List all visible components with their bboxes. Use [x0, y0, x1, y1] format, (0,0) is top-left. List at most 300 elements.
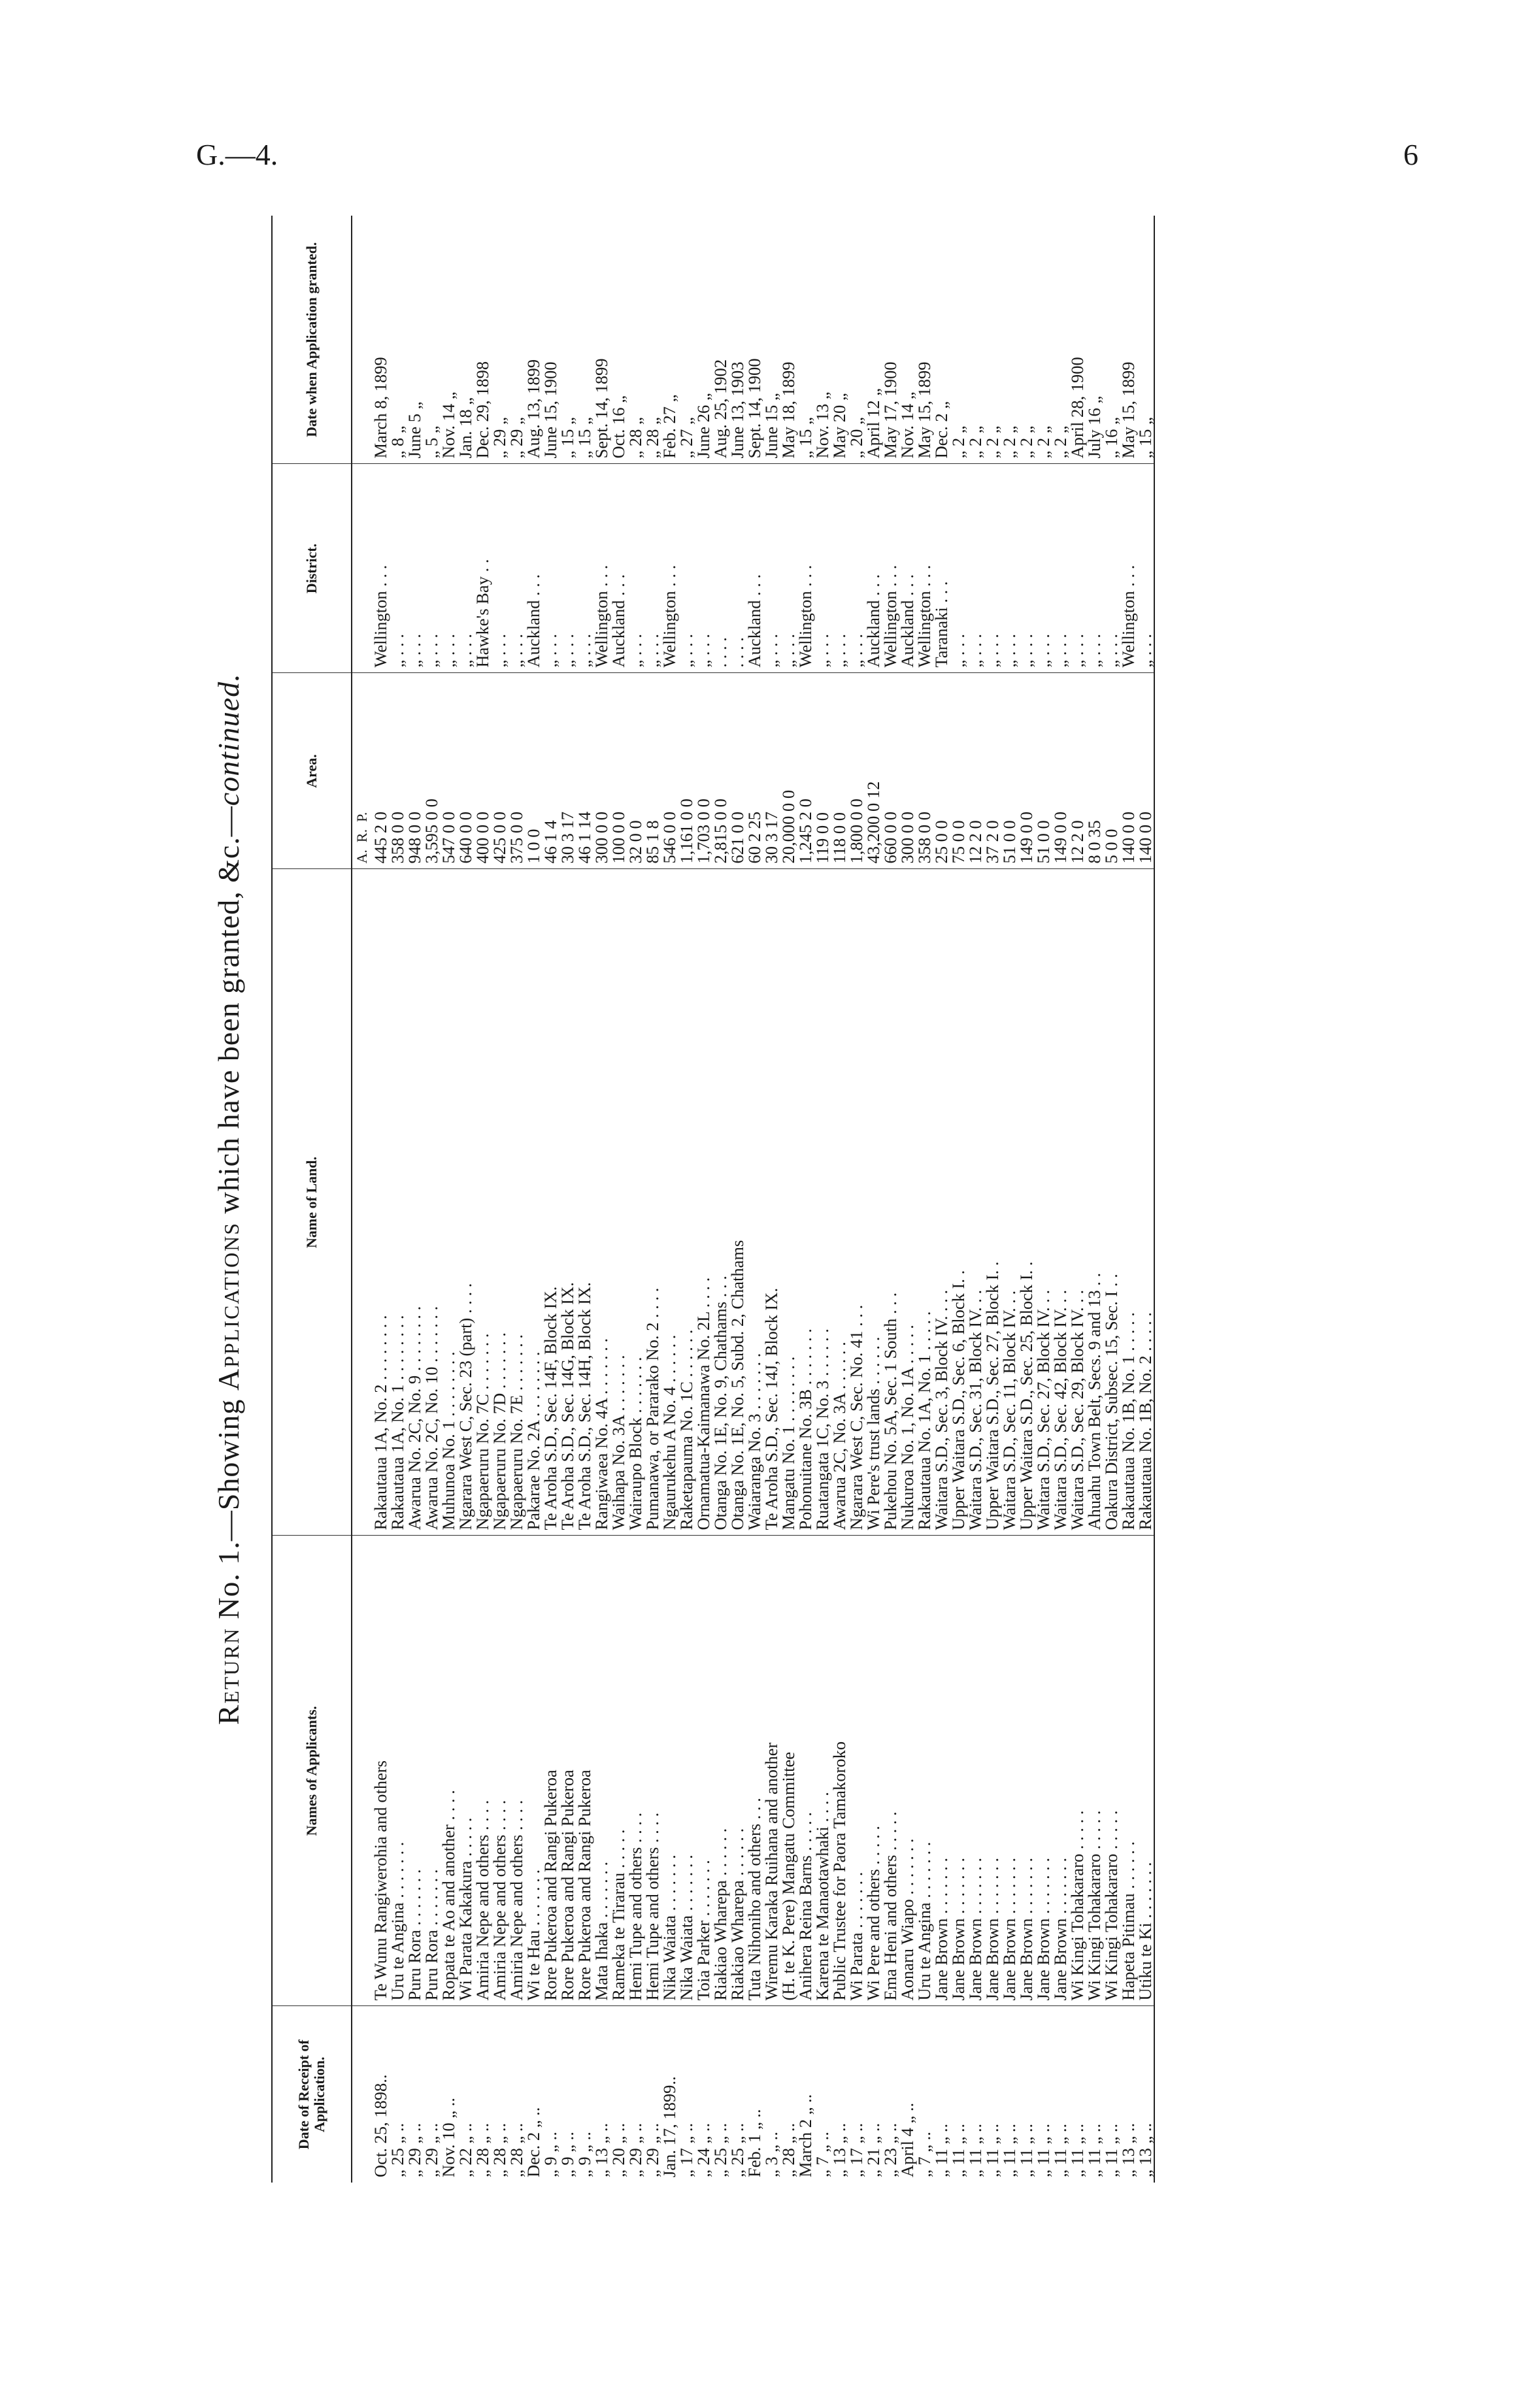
- table-row: [1137, 216, 1154, 2183]
- table-row: [440, 216, 457, 2183]
- col-header-granted: Date when Application granted.: [272, 216, 352, 464]
- land-cell: Rakautaua No. 1B, No. 1 . . . . .: [1120, 869, 1137, 1536]
- date-cell: „ 9 „ ..: [541, 2132, 560, 2177]
- land-cell: Te Aroha S.D., Sec. 14H, Block IX.: [576, 869, 593, 1536]
- applicants-cell: Karena te Manaotawhaki . . . .: [814, 1536, 831, 2006]
- granted-cell: June 26 „: [695, 216, 712, 464]
- page-header: [196, 137, 1418, 190]
- land-cell: Wi Pere's trust lands . . . . . .: [865, 869, 882, 1536]
- table-row: [882, 216, 899, 2183]
- date-cell: „ 13 „ ..: [1135, 2122, 1155, 2177]
- applicants-cell: Jane Brown . . . . . . .: [1035, 1536, 1052, 2006]
- title-rest: No. 1.—Showing: [212, 1391, 245, 1628]
- applicants-cell: Amiria Nepe and others . . . .: [474, 1536, 491, 2006]
- area-cell: 1,703 0 0: [695, 673, 712, 869]
- area-cell: 358 0 0: [916, 673, 933, 869]
- land-cell: Mangatu No. 1 . . . . . . . .: [780, 869, 797, 1536]
- date-cell: March 2 „ ..: [795, 2094, 815, 2177]
- granted-cell: „ 29 „: [508, 216, 525, 464]
- table-row: [933, 216, 950, 2183]
- land-cell: Upper Waitara S.D., Sec. 27, Block I. .: [984, 869, 1001, 1536]
- date-cell: „ 11 „ ..: [1050, 2123, 1070, 2177]
- table-row: [1086, 216, 1103, 2183]
- col-header-district: District.: [272, 464, 352, 673]
- table-row: [1035, 216, 1052, 2183]
- granted-cell: June 13, 1903: [729, 216, 746, 464]
- area-cell: 20,000 0 0: [780, 673, 797, 869]
- table-row: [1052, 216, 1069, 2183]
- table-row: [627, 216, 644, 2183]
- area-cell: 32 0 0: [627, 673, 644, 869]
- table-row: [610, 216, 627, 2183]
- granted-cell: „ 16 „: [1103, 216, 1120, 464]
- table-row: [542, 216, 559, 2183]
- area-cell: 25 0 0: [933, 673, 950, 869]
- district-cell: „ . . .: [559, 464, 576, 673]
- area-cell: 1,245 2 0: [797, 673, 814, 869]
- area-cell: 60 2 25: [746, 673, 763, 869]
- land-cell: Awarua No. 2C, No. 9 . . . . . . . .: [406, 869, 423, 1536]
- granted-cell: „ 2 „: [1052, 216, 1069, 464]
- table-row: [814, 216, 831, 2183]
- district-cell: „ . . .: [542, 464, 559, 673]
- table-row: [967, 216, 984, 2183]
- table-row: [848, 216, 865, 2183]
- area-cell: 75 0 0: [950, 673, 967, 869]
- date-cell: Oct. 25, 1898..: [371, 2074, 390, 2177]
- area-cell: 3,595 0 0: [423, 673, 440, 869]
- land-cell: Pukehou No. 5A, Sec. 1 South . . .: [882, 869, 899, 1536]
- granted-cell: June 5 „: [406, 216, 423, 464]
- date-cell: „ 17 „ ..: [676, 2122, 696, 2177]
- granted-cell: Oct. 16 „: [610, 216, 627, 464]
- table-row: [1103, 216, 1120, 2183]
- granted-cell: „ 2 „: [967, 216, 984, 464]
- applicants-cell: Anihera Reina Barns . . . . .: [797, 1536, 814, 2006]
- granted-cell: „ 2 „: [1035, 216, 1052, 464]
- col-header-area: Area.: [272, 673, 352, 869]
- table-row: [1069, 216, 1086, 2183]
- area-cell: 2,815 0 0: [712, 673, 729, 869]
- applicants-cell: Ema Heni and others . . . . .: [882, 1536, 899, 2006]
- title-sc: Applications: [212, 1221, 245, 1391]
- area-cell: 140 0 0: [1120, 673, 1137, 869]
- date-cell: „ 23 „ ..: [880, 2122, 900, 2177]
- district-cell: „ . . .: [1001, 464, 1018, 673]
- district-cell: „ . . .: [1035, 464, 1052, 673]
- land-cell: Pumanawa, or Pararako No. 2 . . . .: [644, 869, 661, 1536]
- district-cell: Wellington . . .: [661, 464, 678, 673]
- area-cell: 1,161 0 0: [678, 673, 695, 869]
- area-cell: 51 0 0: [1001, 673, 1018, 869]
- applicants-cell: Wiremu Karaka Ruihana and another: [763, 1536, 780, 2006]
- granted-cell: „ 29 „: [491, 216, 508, 464]
- table-row: [695, 216, 712, 2183]
- applicants-cell: Tuta Nihoniho and others . . .: [746, 1536, 763, 2006]
- district-cell: „ . . .: [491, 464, 508, 673]
- district-cell: „ . . .: [1069, 464, 1086, 673]
- area-cell: 1 0 0: [525, 673, 542, 869]
- district-cell: „ . . .: [780, 464, 797, 673]
- area-cell: 43,200 0 12: [865, 673, 882, 869]
- granted-cell: „ 2 „: [950, 216, 967, 464]
- date-cell: „ 28 „ ..: [490, 2122, 509, 2177]
- land-cell: Ruatangata 1C, No. 3 . . . . . .: [814, 869, 831, 1536]
- district-cell: „ . . .: [627, 464, 644, 673]
- district-cell: „ . . .: [814, 464, 831, 673]
- table-row: [406, 216, 423, 2183]
- granted-cell: „ 20 „: [848, 216, 865, 464]
- granted-cell: „ 5 „: [423, 216, 440, 464]
- date-cell: „ 29 „ ..: [405, 2122, 424, 2177]
- area-cell: 425 0 0: [491, 673, 508, 869]
- district-cell: „ . . .: [1018, 464, 1035, 673]
- table-row: [1001, 216, 1018, 2183]
- granted-cell: Nov. 14 „: [440, 216, 457, 464]
- land-cell: Ngarara West C, Sec. 23 (part) . . . .: [457, 869, 474, 1536]
- granted-cell: „ 15 „: [559, 216, 576, 464]
- district-cell: „ . . .: [1052, 464, 1069, 673]
- area-cell: 149 0 0: [1018, 673, 1035, 869]
- applicants-cell: Aonaru Wiapo . . . . . . .: [899, 1536, 916, 2006]
- applicants-cell: Ropata te Ao and another . . . .: [440, 1536, 457, 2006]
- applicants-cell: Utiku te Ki . . . . . . .: [1137, 1536, 1154, 2006]
- land-cell: Rakautaua 1A, No. 2 . . . . . . . .: [372, 869, 389, 1536]
- date-cell: „ 11 „ ..: [1016, 2123, 1036, 2177]
- area-cell: 5 0 0: [1103, 673, 1120, 869]
- applicants-cell: Rore Pukeroa and Rangi Pukeroa: [542, 1536, 559, 2006]
- area-cell: 8 0 35: [1086, 673, 1103, 869]
- applicants-cell: Jane Brown . . . . . . .: [950, 1536, 967, 2006]
- applicants-cell: Amiria Nepe and others . . . .: [491, 1536, 508, 2006]
- land-cell: Nukuroa No. 1, No. 1A . . . . .: [899, 869, 916, 1536]
- date-cell: „ 9 „ ..: [575, 2132, 594, 2177]
- unit-perches: P.: [354, 812, 370, 822]
- table-title: [186, 216, 271, 2183]
- area-cell: 300 0 0: [593, 673, 610, 869]
- table-row: [576, 216, 593, 2183]
- date-cell: „ 28 „ ..: [473, 2122, 492, 2177]
- applicants-cell: Wi Pere and others . . . . .: [865, 1536, 882, 2006]
- date-cell: „ 28 „ ..: [778, 2122, 798, 2177]
- land-cell: Waiaranga No. 3 . . . . . . .: [746, 869, 763, 1536]
- granted-cell: March 8, 1899: [372, 216, 389, 464]
- applicants-cell: Amiria Nepe and others . . . .: [508, 1536, 525, 2006]
- applicants-cell: Jane Brown . . . . . . .: [984, 1536, 1001, 2006]
- district-cell: „ . . .: [576, 464, 593, 673]
- table-row: [950, 216, 967, 2183]
- area-cell: 948 0 0: [406, 673, 423, 869]
- area-cell: 100 0 0: [610, 673, 627, 869]
- date-cell: „ 11 „ ..: [965, 2123, 985, 2177]
- table-row: [644, 216, 661, 2183]
- land-cell: Waitara S.D., Sec. 3, Block IV. . . .: [933, 869, 950, 1536]
- unit-acres: A.: [354, 849, 370, 864]
- table-row: [916, 216, 933, 2183]
- date-cell: „ 20 „ ..: [609, 2122, 628, 2177]
- land-cell: Waitara S.D., Sec. 42, Block IV. . .: [1052, 869, 1069, 1536]
- granted-cell: Sept. 14, 1900: [746, 216, 763, 464]
- date-cell: Nov. 10 „ ..: [439, 2098, 458, 2177]
- table-row: [457, 216, 474, 2183]
- applicants-cell: Te Wunu Rangiwerohia and others: [372, 1536, 389, 2006]
- col-header-applicants: Names of Applicants.: [272, 1536, 352, 2006]
- applicants-cell: Wi Kingi Tohakararo . . . . .: [1086, 1536, 1103, 2006]
- date-cell: „ 25 „ ..: [710, 2122, 730, 2177]
- land-cell: Rakautaua 1A, No. 1 . . . . . . . .: [389, 869, 406, 1536]
- area-cell: 375 0 0: [508, 673, 525, 869]
- col-header-date: Date of Receipt of Application.: [272, 2006, 352, 2183]
- applicants-cell: Uru te Angina . . . . . . .: [389, 1536, 406, 2006]
- district-cell: Wellington . . .: [593, 464, 610, 673]
- land-cell: Te Aroha S.D., Sec. 14J, Block IX.: [763, 869, 780, 1536]
- applicants-cell: Hapeta Pitimau . . . . . .: [1120, 1536, 1137, 2006]
- land-cell: Muhunoa No. 1 . . . . . . . .: [440, 869, 457, 1536]
- district-cell: Hawke's Bay . .: [474, 464, 491, 673]
- area-cell: 119 0 0: [814, 673, 831, 869]
- area-cell: 30 3 17: [763, 673, 780, 869]
- land-cell: Pakarae No. 2A . . . . . . . .: [525, 869, 542, 1536]
- applicants-cell: Wi te Hau . . . . . . .: [525, 1536, 542, 2006]
- district-cell: Auckland . . .: [525, 464, 542, 673]
- document-reference: G.—4.: [196, 138, 278, 171]
- date-cell: „ 7 „ ..: [914, 2132, 934, 2177]
- district-cell: „ . . .: [406, 464, 423, 673]
- granted-cell: „ 2 „: [1018, 216, 1035, 464]
- applicants-cell: Jane Brown . . . . . . .: [933, 1536, 950, 2006]
- applicants-cell: Rore Pukeroa and Rangi Pukeroa: [576, 1536, 593, 2006]
- granted-cell: „ 15 „: [797, 216, 814, 464]
- applicants-cell: Toia Parker . . . . . . .: [695, 1536, 712, 2006]
- applicants-cell: Public Trustee for Paora Tamakoroko: [831, 1536, 848, 2006]
- land-cell: Ngarara West C, Sec. No. 41 . . .: [848, 869, 865, 1536]
- land-cell: Waitara S.D., Sec. 31, Block IV. . .: [967, 869, 984, 1536]
- district-cell: „ . . .: [831, 464, 848, 673]
- date-cell: „ 3 „ ..: [761, 2132, 781, 2177]
- date-cell: „ 11 „ ..: [931, 2123, 951, 2177]
- date-cell: April 4 „ ..: [897, 2102, 917, 2177]
- table-row: [678, 216, 695, 2183]
- page-number: 6: [1403, 138, 1418, 171]
- applicants-cell: Nika Waiata . . . . . . .: [661, 1536, 678, 2006]
- district-cell: „ . . .: [389, 464, 406, 673]
- area-cell: 358 0 0: [389, 673, 406, 869]
- land-cell: Otanga No. 1E, No. 9, Chathams . . .: [712, 869, 729, 1536]
- land-cell: Upper Waitara S.D., Sec. 6, Block I. .: [950, 869, 967, 1536]
- table-row: [831, 216, 848, 2183]
- table-row: [797, 216, 814, 2183]
- col-header-land: Name of Land.: [272, 869, 352, 1536]
- table-row: [1018, 216, 1035, 2183]
- area-cell: 12 2 0: [1069, 673, 1086, 869]
- applicants-cell: Jane Brown . . . . . . .: [1052, 1536, 1069, 2006]
- district-cell: Wellington . . .: [372, 464, 389, 673]
- date-cell: „ 25 „ ..: [727, 2122, 747, 2177]
- date-cell: „ 13 „ ..: [1118, 2122, 1138, 2177]
- district-cell: „ . . .: [984, 464, 1001, 673]
- land-cell: Ornamatua-Kaimanawa No. 2L . . . .: [695, 869, 712, 1536]
- date-cell: „ 11 „ ..: [1033, 2123, 1053, 2177]
- applicants-cell: Jane Brown . . . . . . .: [967, 1536, 984, 2006]
- district-cell: Wellington . . .: [916, 464, 933, 673]
- area-cell: 149 0 0: [1052, 673, 1069, 869]
- date-cell: „ 24 „ ..: [693, 2122, 713, 2177]
- table-row: [712, 216, 729, 2183]
- area-cell: 51 0 0: [1035, 673, 1052, 869]
- granted-cell: May 15, 1899: [916, 216, 933, 464]
- granted-cell: Aug. 25, 1902: [712, 216, 729, 464]
- date-cell: „ 29 „ ..: [643, 2122, 662, 2177]
- district-cell: . . . .: [729, 464, 746, 673]
- date-cell: „ 29 „ ..: [626, 2122, 645, 2177]
- applicants-cell: Rore Pukeroa and Rangi Pukeroa: [559, 1536, 576, 2006]
- area-cell: 445 2 0: [372, 673, 389, 869]
- district-cell: . . . .: [712, 464, 729, 673]
- land-cell: Wairaupo Block . . . . . . .: [627, 869, 644, 1536]
- table-row: [491, 216, 508, 2183]
- table-row: [423, 216, 440, 2183]
- district-cell: „ . . .: [1137, 464, 1154, 673]
- land-cell: Pohonuitane No. 3B . . . . . . .: [797, 869, 814, 1536]
- date-cell: „ 13 „ ..: [829, 2122, 849, 2177]
- area-cell: 640 0 0: [457, 673, 474, 869]
- district-cell: „ . . .: [644, 464, 661, 673]
- applicants-cell: Nika Waiata . . . . . . .: [678, 1536, 695, 2006]
- date-cell: „ 21 „ ..: [863, 2122, 883, 2177]
- date-cell: „ 11 „ ..: [948, 2123, 968, 2177]
- granted-cell: May 15, 1899: [1120, 216, 1137, 464]
- district-cell: „ . . .: [678, 464, 695, 673]
- applicants-cell: Wi Kingi Tohakararo . . . . .: [1069, 1536, 1086, 2006]
- table-row: [593, 216, 610, 2183]
- granted-cell: June 15, 1900: [542, 216, 559, 464]
- date-cell: Dec. 2 „ ..: [524, 2107, 543, 2177]
- area-cell: 37 2 0: [984, 673, 1001, 869]
- land-cell: Rakautaua No. 1B, No. 2 . . . . .: [1137, 869, 1154, 1536]
- date-cell: „ 7 „ ..: [812, 2132, 832, 2177]
- granted-cell: April 12 „: [865, 216, 882, 464]
- area-cell: 660 0 0: [882, 673, 899, 869]
- granted-cell: May 20 „: [831, 216, 848, 464]
- date-cell: „ 13 „ ..: [592, 2122, 611, 2177]
- area-cell: 30 3 17: [559, 673, 576, 869]
- land-cell: Rangiwaea No. 4A . . . . . . .: [593, 869, 610, 1536]
- applicants-cell: Riakiao Wharepa . . . . . .: [729, 1536, 746, 2006]
- land-cell: Awarua No. 2C, No. 10 . . . . . . .: [423, 869, 440, 1536]
- land-cell: Ngapaeruru No. 7D . . . . . . .: [491, 869, 508, 1536]
- granted-cell: Sept. 14, 1899: [593, 216, 610, 464]
- table-row: [474, 216, 491, 2183]
- land-cell: Ngapaeruru No. 7C . . . . . . .: [474, 869, 491, 1536]
- table-row: [746, 216, 763, 2183]
- date-cell: „ 9 „ ..: [558, 2132, 577, 2177]
- granted-cell: May 17, 1900: [882, 216, 899, 464]
- granted-cell: „ 27 „: [678, 216, 695, 464]
- applicants-cell: Hemi Tupe and others . . . .: [627, 1536, 644, 2006]
- applicants-cell: Jane Brown . . . . . . .: [1018, 1536, 1035, 2006]
- area-cell: 140 0 0: [1137, 673, 1154, 869]
- granted-cell: Aug. 13, 1899: [525, 216, 542, 464]
- granted-cell: Feb. 27 „: [661, 216, 678, 464]
- table-row: [508, 216, 525, 2183]
- table-row: [899, 216, 916, 2183]
- date-cell: „ 28 „ ..: [507, 2122, 526, 2177]
- granted-cell: „ 28 „: [644, 216, 661, 464]
- applicants-cell: Rameka te Tirarau . . . . .: [610, 1536, 627, 2006]
- title-lead: Return: [212, 1627, 245, 1725]
- granted-cell: July 16 „: [1086, 216, 1103, 464]
- district-cell: „ . . .: [950, 464, 967, 673]
- applicants-cell: Riakiao Wharepa . . . . . .: [712, 1536, 729, 2006]
- area-cell: 300 0 0: [899, 673, 916, 869]
- district-cell: Auckland . . .: [610, 464, 627, 673]
- granted-cell: „ 8 „: [389, 216, 406, 464]
- district-cell: Wellington . . .: [882, 464, 899, 673]
- land-cell: Waihapa No. 3A . . . . . . .: [610, 869, 627, 1536]
- table-row: [525, 216, 542, 2183]
- date-cell: „ 29 „ ..: [422, 2122, 441, 2177]
- land-cell: Waitara S.D., Sec. 29, Block IV. . .: [1069, 869, 1086, 1536]
- land-cell: Otanga No. 1E, No. 5, Subd. 2, Chathams: [729, 869, 746, 1536]
- district-cell: Auckland . . .: [899, 464, 916, 673]
- applicants-cell: Mata Ihaka . . . . . . .: [593, 1536, 610, 2006]
- district-cell: Auckland . . .: [865, 464, 882, 673]
- granted-cell: „ 15 „: [576, 216, 593, 464]
- area-cell: 547 0 0: [440, 673, 457, 869]
- district-cell: Wellington . . .: [1120, 464, 1137, 673]
- granted-cell: Dec. 2 „: [933, 216, 950, 464]
- district-cell: „ . . .: [967, 464, 984, 673]
- table-row: [984, 216, 1001, 2183]
- area-units: [352, 673, 372, 869]
- table-header-row: [272, 216, 352, 2183]
- table-row: [780, 216, 797, 2183]
- district-cell: „ . . .: [423, 464, 440, 673]
- title-continued: continued.: [212, 673, 245, 806]
- granted-cell: Jan. 18 „: [457, 216, 474, 464]
- district-cell: „ . . .: [763, 464, 780, 673]
- table-row: [763, 216, 780, 2183]
- return-table: [271, 216, 1155, 2183]
- district-cell: Wellington . . .: [797, 464, 814, 673]
- land-cell: Ngapaeruru No. 7E . . . . . . .: [508, 869, 525, 1536]
- date-cell: „ 11 „ ..: [999, 2123, 1019, 2177]
- granted-cell: Nov. 13 „: [814, 216, 831, 464]
- land-cell: Rakautaua No. 1A, No. 1 . . . . .: [916, 869, 933, 1536]
- table-row: [372, 216, 389, 2183]
- area-cell: 546 0 0: [661, 673, 678, 869]
- table-row: [559, 216, 576, 2183]
- date-cell: Feb. 1 „ ..: [744, 2109, 764, 2177]
- area-cell: 85 1 8: [644, 673, 661, 869]
- district-cell: „ . . .: [848, 464, 865, 673]
- table-row: [661, 216, 678, 2183]
- granted-cell: Dec. 29, 1898: [474, 216, 491, 464]
- area-cell: 46 1 14: [576, 673, 593, 869]
- applicants-cell: Puru Rora . . . . . . .: [406, 1536, 423, 2006]
- date-cell: Jan. 17, 1899..: [659, 2076, 679, 2177]
- area-cell: 621 0 0: [729, 673, 746, 869]
- granted-cell: June 15 „: [763, 216, 780, 464]
- table-row: [1120, 216, 1137, 2183]
- granted-cell: „ 2 „: [984, 216, 1001, 464]
- date-cell: „ 11 „ ..: [1101, 2123, 1121, 2177]
- units-row: [352, 216, 372, 2183]
- district-cell: „ . . .: [695, 464, 712, 673]
- area-cell: 46 1 4: [542, 673, 559, 869]
- district-cell: Auckland . . .: [746, 464, 763, 673]
- land-cell: Awarua 2C, No. 3A . . . . . .: [831, 869, 848, 1536]
